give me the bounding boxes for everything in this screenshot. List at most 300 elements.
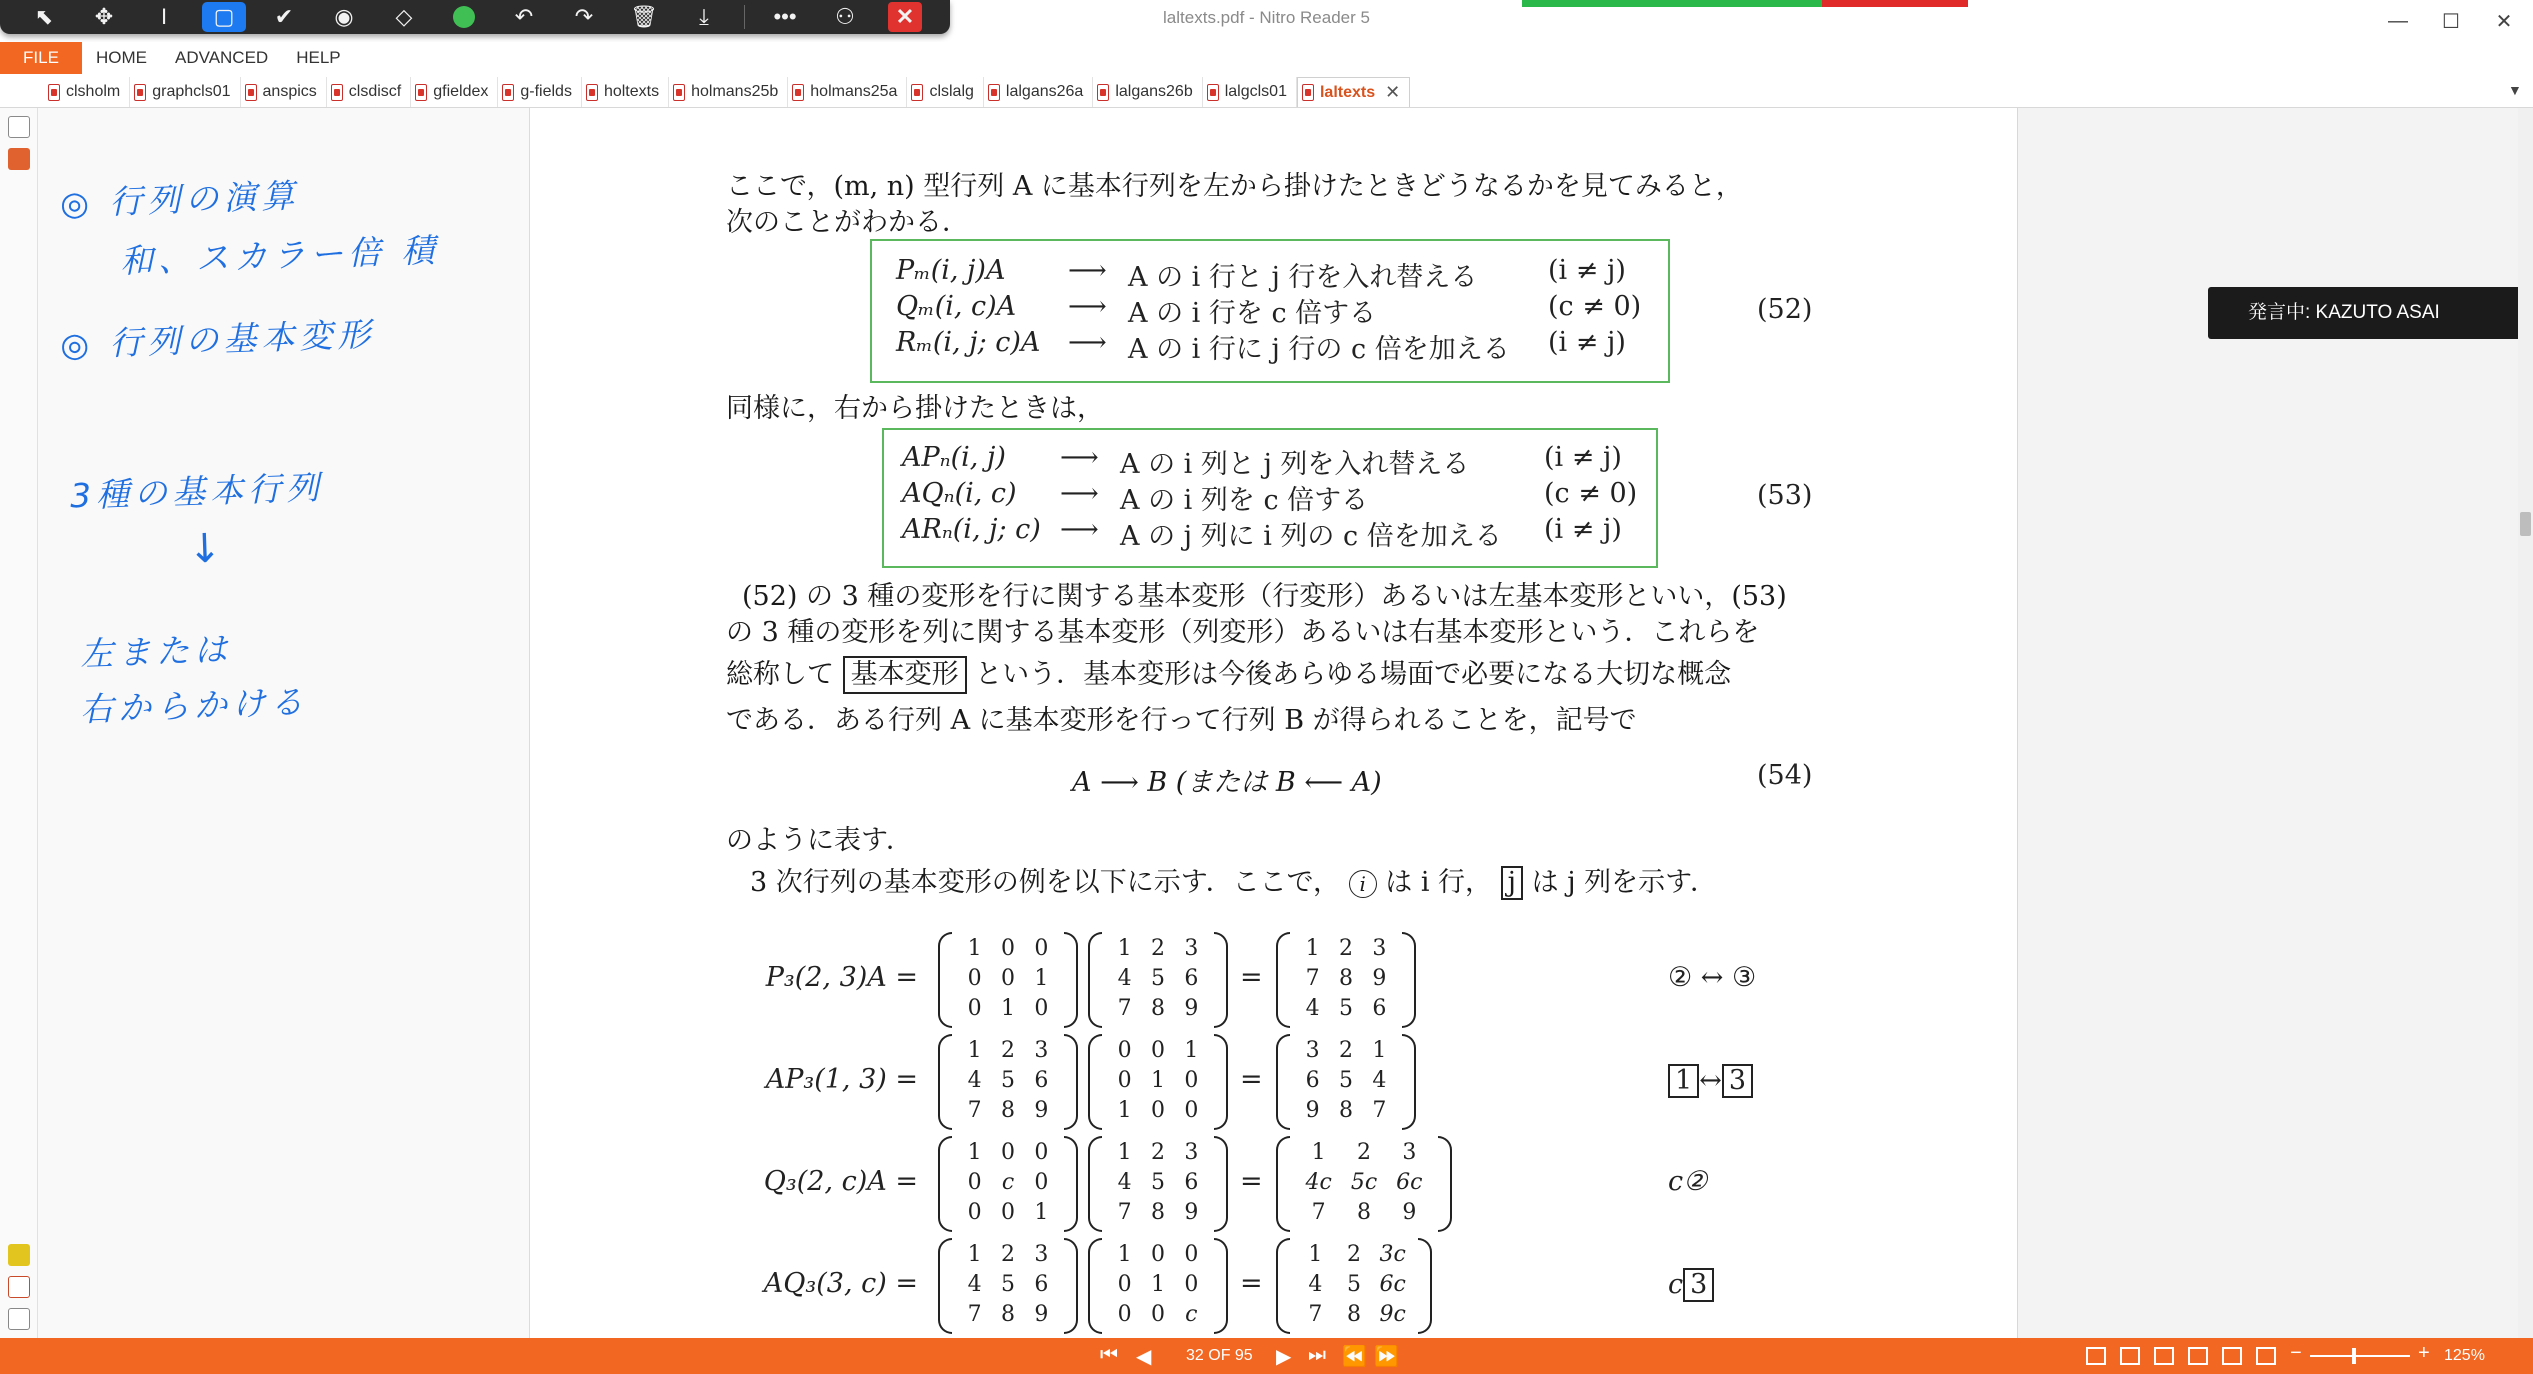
- matrix-cell: 7: [1308, 1302, 1323, 1327]
- matrix-example-row: [530, 1238, 2018, 1334]
- equation-52-box: [870, 239, 1670, 383]
- eq53-cond-2: (c ≠ 0): [1544, 478, 1638, 509]
- eq52-arrow-2: ⟶: [1068, 291, 1107, 322]
- attachments-panel-icon[interactable]: [8, 1276, 30, 1298]
- matrix-cell: 4c: [1305, 1170, 1332, 1195]
- matrix-cell: 9: [1034, 1098, 1049, 1123]
- tab-lalgans26b[interactable]: [1093, 77, 1202, 107]
- left-sidebar: [0, 108, 38, 1338]
- matrix-example-row: [530, 1034, 2018, 1130]
- move-icon[interactable]: ✥: [94, 4, 114, 29]
- matrix-cell: 6: [1034, 1272, 1049, 1297]
- pdf-file-icon: [134, 84, 146, 101]
- matrix-cell: 4: [967, 1272, 982, 1297]
- close-window-button[interactable]: ✕: [2495, 10, 2513, 33]
- matrix-cell: 0: [1034, 1140, 1049, 1165]
- call-status-bar-green: [1522, 0, 1822, 7]
- para3-post: という．基本変形は今後あらゆる場面で必要になる大切な概念: [975, 659, 1732, 690]
- note-line-4: 3種の基本行列: [69, 467, 325, 516]
- matrix-cells: [1108, 934, 1208, 1024]
- right-paren: [1064, 1136, 1078, 1232]
- zoom-in-button[interactable]: +: [2418, 1342, 2430, 1364]
- matrix-right-factor: [1088, 1136, 1228, 1232]
- pages-panel-icon[interactable]: [8, 116, 30, 138]
- matrix-right-factor: [1088, 1238, 1228, 1334]
- zoom-level[interactable]: 125%: [2444, 1347, 2485, 1364]
- matrix-cell: 8: [1346, 1302, 1361, 1327]
- matrix-cell: 0: [967, 1200, 982, 1225]
- matrix-cell: 0: [1034, 936, 1049, 961]
- note-line-7: 右からかける: [79, 682, 309, 729]
- left-paren: [1276, 1238, 1290, 1334]
- right-paren: [1214, 1034, 1228, 1130]
- eq53-desc-3: A の j 列に i 列の c 倍を加える: [1120, 521, 1502, 552]
- matrix-cell: 1: [1372, 1038, 1387, 1063]
- matrix-cell: 6: [1372, 996, 1387, 1021]
- note-line-1: ◎ 行列の演算: [59, 175, 300, 224]
- matrix-cell: 6: [1305, 1068, 1320, 1093]
- matrix-cell: 7: [1117, 996, 1132, 1021]
- tabs-dropdown-icon[interactable]: ▼: [2508, 82, 2522, 98]
- menu-bar: [0, 42, 2533, 74]
- operation-label: [1668, 1064, 1753, 1098]
- matrix-cells: [1296, 1036, 1396, 1126]
- bookmarks-panel-icon[interactable]: [8, 148, 30, 170]
- more-icon[interactable]: •••: [773, 4, 797, 29]
- matrix-cell: 4: [1308, 1272, 1323, 1297]
- pdf-file-icon: [1097, 84, 1109, 101]
- matrix-cell: 1: [1117, 1242, 1132, 1267]
- download-icon[interactable]: ⤓: [699, 4, 709, 29]
- matrix-cell: 1: [967, 1140, 982, 1165]
- matrix-result: [1276, 932, 1416, 1028]
- matrix-cell: 5c: [1350, 1170, 1378, 1195]
- fit-page-icon[interactable]: [2256, 1347, 2276, 1365]
- matrix-cell: 5: [1000, 1272, 1015, 1297]
- equation-53-number: (53): [1757, 480, 1813, 511]
- annotation-toolbar: [0, 0, 950, 34]
- pdf-file-icon: [792, 84, 804, 101]
- fit-width-icon[interactable]: [2222, 1347, 2242, 1365]
- menu-file[interactable]: FILE: [0, 42, 82, 74]
- matrix-cells: [1296, 934, 1396, 1024]
- matrix-lhs: AQ₃(3, c) =: [763, 1268, 918, 1299]
- maximize-button[interactable]: ☐: [2442, 10, 2460, 33]
- matrix-cells: [1108, 1240, 1208, 1330]
- pdf-file-icon: [1302, 84, 1314, 101]
- matrix-cell: 8: [1150, 996, 1165, 1021]
- matrix-cell: 0: [1150, 1038, 1165, 1063]
- matrix-cell: 1: [1034, 966, 1049, 991]
- intro-line-2: 次のことがわかる．: [726, 207, 969, 238]
- toolbar-separator: [744, 5, 745, 29]
- matrix-cells: [958, 1036, 1058, 1126]
- matrix-cell: 7: [1117, 1200, 1132, 1225]
- para-line-2: の 3 種の変形を列に関する基本変形（列変形）あるいは右基本変形という．これらを: [726, 617, 1760, 648]
- matrix-cell: 2: [1000, 1242, 1015, 1267]
- equals-sign: =: [1240, 1166, 1263, 1197]
- zoom-out-button[interactable]: −: [2290, 1342, 2302, 1364]
- pdf-file-icon: [48, 84, 60, 101]
- swap-arrow: ↔: [1699, 1065, 1722, 1096]
- matrix-cell: 3: [1402, 1140, 1417, 1165]
- matrix-cell: 9c: [1379, 1302, 1406, 1327]
- matrix-cell: 9: [1184, 1200, 1199, 1225]
- menu-home[interactable]: HOME: [96, 48, 147, 67]
- rectangle-icon[interactable]: ▢: [194, 0, 254, 34]
- call-status-bar-red: [1822, 0, 1968, 7]
- example-post: は j 列を示す．: [1531, 867, 1718, 898]
- matrix-cell: 0: [1034, 1170, 1049, 1195]
- matrix-right-factor: [1088, 932, 1228, 1028]
- right-paren: [1438, 1136, 1452, 1232]
- tab-label: anspics: [262, 83, 317, 100]
- equation-53-box: [882, 428, 1658, 568]
- matrix-cells: [1296, 1240, 1412, 1330]
- speaking-indicator: 発言中: KAZUTO ASAI: [2208, 287, 2518, 339]
- tab-label: laltexts: [1319, 83, 1376, 101]
- matrix-cell: 0: [1117, 1068, 1132, 1093]
- equation-54: A ⟶ B (または B ⟵ A): [1072, 767, 1382, 798]
- pdf-file-icon: [1207, 84, 1219, 101]
- menu-help[interactable]: HELP: [296, 48, 341, 67]
- matrix-cell: 1: [1117, 1140, 1132, 1165]
- matrix-cell: 1: [967, 1038, 982, 1063]
- matrix-cell: 8: [1150, 1200, 1165, 1225]
- tab-label: lalgans26b: [1115, 83, 1193, 100]
- matrix-cells: [958, 1138, 1058, 1228]
- document-viewport[interactable]: [38, 108, 2518, 1338]
- matrix-cell: 1: [1305, 936, 1320, 961]
- right-paren: [1418, 1238, 1432, 1334]
- user-settings-icon[interactable]: ⚇: [835, 4, 855, 29]
- eq52-desc-2: A の i 行を c 倍する: [1128, 298, 1377, 329]
- matrix-cell: 0: [1117, 1272, 1132, 1297]
- tab-label: clsholm: [66, 83, 121, 100]
- layers-panel-icon[interactable]: [8, 1308, 30, 1330]
- equals-sign: =: [1240, 962, 1263, 993]
- equation-54-number: (54): [1757, 760, 1813, 791]
- matrix-cell: 0: [1034, 996, 1049, 1021]
- next-page-icon[interactable]: ▶: [1276, 1346, 1292, 1368]
- matrix-right-factor: [1088, 1034, 1228, 1130]
- matrix-cell: 1: [1000, 996, 1015, 1021]
- matrix-cell: 1: [1150, 1068, 1165, 1093]
- eq52-lhs-3: Rₘ(i, j; c)A: [896, 327, 1041, 358]
- matrix-cell: 0: [1184, 1068, 1199, 1093]
- matrix-cell: 0: [1184, 1242, 1199, 1267]
- matrix-cell: 1: [1034, 1200, 1049, 1225]
- right-paren: [1064, 932, 1078, 1028]
- matrix-cell: 3: [1034, 1242, 1049, 1267]
- matrix-cell: 1: [1117, 1098, 1132, 1123]
- checkmark-icon[interactable]: ✔: [274, 4, 294, 29]
- boxed-column-symbol: j: [1501, 866, 1523, 900]
- matrix-cell: 4: [1117, 966, 1132, 991]
- eq53-cond-1: (i ≠ j): [1544, 442, 1622, 473]
- eq53-arrow-3: ⟶: [1060, 514, 1099, 545]
- matrix-cell: 5: [1338, 1068, 1353, 1093]
- tab-holmans25a[interactable]: [788, 77, 907, 107]
- matrix-cell: 0: [967, 966, 982, 991]
- boxed-column-1: 1: [1668, 1064, 1699, 1098]
- forward-view-icon[interactable]: ⏩: [1374, 1346, 1399, 1368]
- tab-graphcls01[interactable]: [130, 77, 240, 107]
- right-paren: [1214, 932, 1228, 1028]
- matrix-cell: 9: [1034, 1302, 1049, 1327]
- matrix-cell: 4: [1117, 1170, 1132, 1195]
- tab-clsdiscf[interactable]: [327, 77, 411, 107]
- left-paren: [1276, 1034, 1290, 1130]
- eq52-cond-3: (i ≠ j): [1548, 327, 1626, 358]
- tab-label: graphcls01: [152, 83, 231, 100]
- matrix-left-factor: [938, 1034, 1078, 1130]
- matrix-cells: [1108, 1138, 1208, 1228]
- last-page-icon[interactable]: ⏭: [1308, 1344, 1326, 1366]
- boxed-column-3: 3: [1683, 1268, 1714, 1302]
- matrix-cells: [1296, 1138, 1432, 1228]
- tab-holmans25b[interactable]: [669, 77, 788, 107]
- matrix-cell: 7: [967, 1098, 982, 1123]
- matrix-cell: 8: [1000, 1302, 1015, 1327]
- status-bar: [0, 1338, 2533, 1374]
- handwritten-notes-area[interactable]: [38, 108, 530, 1338]
- matrix-cell: 7: [1305, 966, 1320, 991]
- tab-label: lalgans26a: [1005, 83, 1084, 100]
- continuous-view-icon[interactable]: [2120, 1347, 2140, 1365]
- zoom-slider-handle[interactable]: [2352, 1348, 2356, 1364]
- eq52-arrow-1: ⟶: [1068, 255, 1107, 286]
- matrix-example-row: [530, 1136, 2018, 1232]
- single-page-view-icon[interactable]: [2086, 1347, 2106, 1365]
- matrix-lhs: P₃(2, 3)A =: [765, 962, 918, 993]
- right-paren: [1402, 932, 1416, 1028]
- matrix-cells: [958, 1240, 1058, 1330]
- eq52-lhs-2: Qₘ(i, c)A: [896, 291, 1017, 322]
- left-paren: [1088, 1136, 1102, 1232]
- matrix-cell: 0: [1150, 1302, 1165, 1327]
- matrix-left-factor: [938, 932, 1078, 1028]
- eq52-arrow-3: ⟶: [1068, 327, 1107, 358]
- note-line-3: ◎ 行列の基本変形: [59, 314, 376, 365]
- equation-52-number: (52): [1757, 294, 1813, 325]
- eq53-cond-3: (i ≠ j): [1544, 514, 1622, 545]
- tab-label: gfieldex: [433, 83, 489, 100]
- page-indicator[interactable]: 32 OF 95: [1186, 1347, 1253, 1364]
- eraser-icon[interactable]: ◇: [395, 4, 413, 29]
- tab-anspics[interactable]: [241, 77, 327, 107]
- note-line-6: 左または: [79, 629, 233, 674]
- para-line-1: (52) の 3 種の変形を行に関する基本変形（行変形）あるいは左基本変形といい，(53): [742, 581, 1787, 612]
- matrix-cell: 3: [1372, 936, 1387, 961]
- undo-icon[interactable]: ↶: [514, 4, 534, 29]
- left-paren: [1276, 1136, 1290, 1232]
- matrix-cell: 0: [967, 1170, 982, 1195]
- matrix-cell: c: [1001, 1170, 1015, 1195]
- matrix-lhs: Q₃(2, c)A =: [763, 1166, 918, 1197]
- left-paren: [1088, 1238, 1102, 1334]
- matrix-cell: 2: [1346, 1242, 1361, 1267]
- matrix-result: [1276, 1034, 1416, 1130]
- scalar-c: c: [1668, 1269, 1684, 1300]
- pdf-file-icon: [245, 84, 257, 101]
- matrix-cell: 6c: [1396, 1170, 1423, 1195]
- matrix-cell: 5: [1150, 1170, 1165, 1195]
- color-dot-icon[interactable]: [434, 0, 494, 34]
- equals-sign: =: [1240, 1064, 1263, 1095]
- matrix-left-factor: [938, 1238, 1078, 1334]
- matrix-cell: 1: [967, 936, 982, 961]
- zoom-slider[interactable]: [2310, 1355, 2410, 1357]
- example-pre: 3 次行列の基本変形の例を以下に示す．ここで，: [750, 867, 1341, 898]
- matrix-result: [1276, 1238, 1432, 1334]
- matrix-result: [1276, 1136, 1452, 1232]
- pdf-file-icon: [673, 84, 685, 101]
- right-paren: [1214, 1238, 1228, 1334]
- text-cursor-icon[interactable]: I: [160, 4, 168, 29]
- circled-row-symbol: i: [1349, 870, 1377, 898]
- matrix-cell: 8: [1338, 966, 1353, 991]
- left-paren: [1088, 1034, 1102, 1130]
- operation-label: c②: [1668, 1166, 1708, 1197]
- matrix-example-row: [530, 932, 2018, 1028]
- eq52-cond-1: (i ≠ j): [1548, 255, 1626, 286]
- eq52-lhs-1: Pₘ(i, j)A: [896, 255, 1006, 286]
- tab-label: clslalg: [929, 83, 974, 100]
- operation-label: ② ↔ ③: [1668, 962, 1757, 993]
- matrix-cell: 2: [1150, 1140, 1165, 1165]
- right-paren: [1064, 1238, 1078, 1334]
- pdf-file-icon: [331, 84, 343, 101]
- matrix-cell: 6: [1184, 966, 1199, 991]
- pdf-file-icon: [988, 84, 1000, 101]
- matrix-cell: 0: [1117, 1302, 1132, 1327]
- matrix-cell: 9: [1305, 1098, 1320, 1123]
- facing-continuous-view-icon[interactable]: [2188, 1347, 2208, 1365]
- document-tabs: [0, 76, 2533, 108]
- matrix-cell: 4: [1372, 1068, 1387, 1093]
- scrollbar-thumb[interactable]: [2520, 512, 2531, 536]
- matrix-cells: [958, 934, 1058, 1024]
- tab-clsholm[interactable]: [44, 77, 130, 107]
- pdf-file-icon: [586, 84, 598, 101]
- matrix-cell: c: [1185, 1302, 1198, 1327]
- example-mid: は i 行，: [1385, 867, 1493, 898]
- comments-panel-icon[interactable]: [8, 1244, 30, 1266]
- matrix-cell: 2: [1150, 936, 1165, 961]
- tab-lalgcls01[interactable]: [1203, 77, 1297, 107]
- tab-holtexts[interactable]: [582, 77, 669, 107]
- pdf-file-icon: [502, 84, 514, 101]
- eq53-arrow-2: ⟶: [1060, 478, 1099, 509]
- left-paren: [938, 1238, 952, 1334]
- matrix-cell: 9: [1372, 966, 1387, 991]
- eq52-desc-1: A の i 行と j 行を入れ替える: [1128, 262, 1478, 293]
- redo-icon[interactable]: ↷: [574, 4, 594, 29]
- matrix-cell: 6c: [1379, 1272, 1406, 1297]
- matrix-cell: 0: [1184, 1098, 1199, 1123]
- matrix-cell: 3: [1184, 936, 1199, 961]
- matrix-cell: 3: [1305, 1038, 1320, 1063]
- matrix-lhs: AP₃(1, 3) =: [765, 1064, 918, 1095]
- matrix-cell: 3: [1034, 1038, 1049, 1063]
- pdf-file-icon: [911, 84, 923, 101]
- eq53-desc-2: A の i 列を c 倍する: [1120, 485, 1369, 516]
- right-paren: [1214, 1136, 1228, 1232]
- matrix-cell: 6: [1034, 1068, 1049, 1093]
- left-paren: [938, 932, 952, 1028]
- matrix-cells: [1108, 1036, 1208, 1126]
- matrix-cell: 5: [1338, 996, 1353, 1021]
- right-paren: [1402, 1034, 1416, 1130]
- previous-page-icon[interactable]: ◀: [1136, 1346, 1152, 1368]
- tab-label: g-fields: [520, 83, 572, 100]
- matrix-cell: 3: [1184, 1140, 1199, 1165]
- eq53-lhs-3: ARₙ(i, j; c): [902, 514, 1041, 545]
- eq52-desc-3: A の i 行に j 行の c 倍を加える: [1128, 334, 1510, 365]
- para3-pre: 総称して: [726, 659, 834, 690]
- tab-g-fields[interactable]: [498, 77, 582, 107]
- tab-close-icon[interactable]: ✕: [1385, 82, 1401, 102]
- tab-label: holmans25b: [691, 83, 779, 100]
- left-paren: [1276, 932, 1290, 1028]
- facing-view-icon[interactable]: [2154, 1347, 2174, 1365]
- matrix-cell: 1: [1311, 1140, 1326, 1165]
- tab-clslalg[interactable]: [907, 77, 983, 107]
- matrix-cell: 1: [1150, 1272, 1165, 1297]
- matrix-cell: 2: [1000, 1038, 1015, 1063]
- intro-line-1: ここで，(m, n) 型行列 A に基本行列を左から掛けたときどうなるかを見てみると，: [726, 171, 1743, 202]
- matrix-cell: 5: [1000, 1068, 1015, 1093]
- matrix-cell: 1: [967, 1242, 982, 1267]
- matrix-cell: 2: [1356, 1140, 1371, 1165]
- matrix-cell: 4: [1305, 996, 1320, 1021]
- window-title: laltexts.pdf - Nitro Reader 5: [1163, 8, 1370, 27]
- matrix-left-factor: [938, 1136, 1078, 1232]
- pdf-file-icon: [415, 84, 427, 101]
- tab-laltexts[interactable]: [1297, 77, 1410, 107]
- pdf-page: [530, 108, 2018, 1338]
- menu-advanced[interactable]: ADVANCED: [175, 48, 269, 67]
- matrix-cell: 9: [1402, 1200, 1417, 1225]
- matrix-cell: 3c: [1379, 1242, 1406, 1267]
- matrix-cell: 1: [1117, 936, 1132, 961]
- eq53-lhs-2: AQₙ(i, c): [902, 478, 1017, 509]
- select-arrow-icon[interactable]: ⬉: [34, 4, 54, 29]
- left-paren: [1088, 932, 1102, 1028]
- minimize-button[interactable]: —: [2388, 9, 2408, 32]
- first-page-icon[interactable]: ⏮: [1100, 1344, 1118, 1366]
- vertical-scrollbar[interactable]: [2518, 108, 2533, 1338]
- tab-gfieldex[interactable]: [411, 77, 498, 107]
- right-paren: [1064, 1034, 1078, 1130]
- para-line-3: [726, 652, 1731, 694]
- matrix-cell: 0: [1000, 1140, 1015, 1165]
- back-view-icon[interactable]: ⏪: [1342, 1346, 1367, 1368]
- note-arrow: ↓: [187, 525, 228, 573]
- tab-label: holtexts: [603, 83, 660, 100]
- express-text: のように表す．: [726, 825, 913, 856]
- tab-lalgans26a[interactable]: [984, 77, 1093, 107]
- close-icon[interactable]: ✕: [875, 0, 935, 34]
- note-line-2: 和、スカラー倍 積: [119, 230, 441, 281]
- tab-label: holmans25a: [810, 83, 898, 100]
- matrix-cell: 0: [1000, 966, 1015, 991]
- matrix-cell: 8: [1000, 1098, 1015, 1123]
- stamp-icon[interactable]: ◉: [334, 4, 354, 29]
- tab-label: lalgcls01: [1224, 83, 1287, 100]
- trash-icon[interactable]: 🗑: [630, 4, 658, 29]
